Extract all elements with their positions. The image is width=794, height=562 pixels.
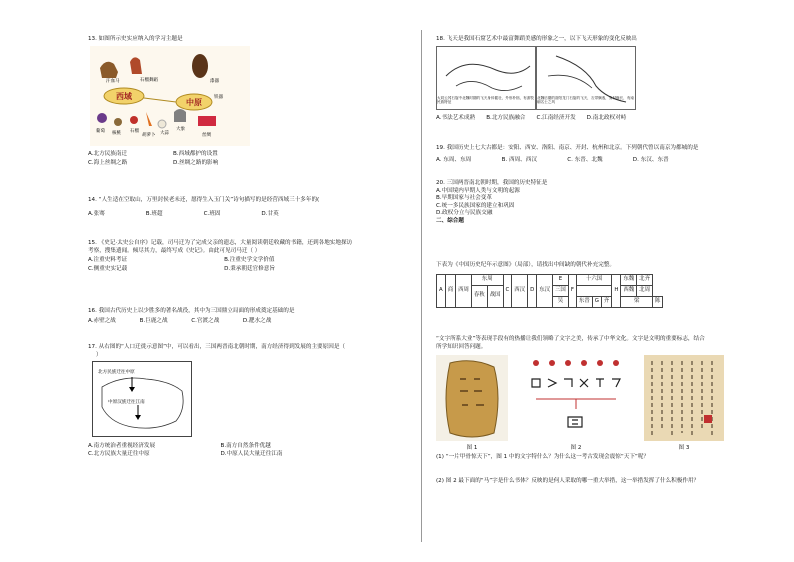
label-tools: 铁器	[214, 94, 223, 100]
label-carrot: 胡萝卜	[142, 132, 156, 138]
cell-shiliuguo: 十六国	[576, 274, 611, 285]
cell-A[interactable]: A	[437, 274, 446, 307]
grape-icon	[97, 113, 107, 123]
map-label-north: 北方民族迁往中原	[98, 370, 135, 376]
q14-option-d[interactable]: D.甘英	[261, 210, 279, 217]
question-13	[88, 36, 250, 167]
q18-stem: 18. 飞天是我国石窟艺术中最富舞蹈美感的形象之一，以下飞天形象的变化反映出	[436, 36, 637, 42]
q22-stem-line2: 所学知识回答问题。	[436, 343, 487, 350]
q19-option-a[interactable]: A. 东周、东周	[436, 156, 472, 163]
q20-option-c[interactable]: C.统一多民族国家的建立和巩固	[436, 202, 515, 209]
question-21	[436, 262, 663, 308]
question-15	[88, 240, 352, 273]
q13-option-a[interactable]: A.北方民族南迁	[88, 151, 128, 158]
question-22	[436, 336, 724, 485]
q20-option-d[interactable]: D.政权分立与民族交融	[436, 210, 493, 217]
q13-stem: 13. 如图所示史实应纳入的学习主题是	[88, 36, 183, 42]
q19-option-d[interactable]: D. 东汉、东晋	[632, 156, 669, 163]
q13-option-c[interactable]: C.海上丝绸之路	[88, 159, 128, 166]
map-label-south: 中原汉族迁往江南	[108, 400, 145, 406]
q15-option-d[interactable]: D.秉承朝廷官修意旨	[224, 265, 275, 272]
q13-option-d[interactable]: D.丝绸之路的影响	[173, 159, 219, 166]
q17-stem-line1: 17. 从右图的“人口迁徙示意图”中，可以看出，三国两晋南北朝时期，南方经济得到发展的主要原因是（	[88, 344, 346, 350]
silk-road-diagram	[90, 46, 250, 146]
q15-option-b[interactable]: B.注重史学文学价值	[224, 257, 275, 264]
cell-beiqi: 北齐	[637, 274, 653, 285]
cell-empty	[576, 285, 611, 296]
q18-option-d[interactable]: D.南北政权对峙	[586, 115, 627, 122]
q21-stem: 下表为《中国历史纪年示意图》（局部），请找出中间缺的朝代补充完整。	[436, 262, 615, 268]
q16-stem: 16. 我国古代历史上以少胜多的著名战役，其中为三国鼎立局面的形成奠定基础的是	[88, 308, 295, 314]
q15-options	[88, 257, 352, 273]
column-divider	[421, 30, 422, 542]
q17-stem-line2: ）	[96, 351, 102, 358]
label-dance: 石榴舞蹈	[140, 77, 158, 83]
seal-stamp-icon	[704, 415, 712, 423]
q20-option-b[interactable]: B.早期国家与社会变革	[436, 195, 492, 202]
q18-option-c[interactable]: C.江南经济开发	[536, 115, 576, 122]
caption-left: 大同云冈石窟中北魏时期的飞天身体健壮，外形朴拙，有游牧民族特征	[437, 95, 535, 104]
q18-option-a[interactable]: A.书法艺术成熟	[436, 115, 476, 122]
cell-G[interactable]: G	[592, 296, 601, 307]
q15-stem-line2: 考察，搜集遗闻。倾尽其力，最终写成《史记》。由此可见司马迁（ ）	[88, 247, 261, 254]
cell-dongwei: 东魏	[621, 274, 637, 285]
cell-E[interactable]: E	[553, 274, 569, 285]
label-pomegranate: 石榴	[130, 128, 139, 134]
cell-beizhou: 北周	[637, 285, 653, 296]
q19-options	[436, 157, 698, 165]
figure-3-caption: 图 3	[678, 444, 690, 451]
q16-option-c[interactable]: C.官渡之战	[191, 317, 220, 324]
silk-icon	[198, 116, 216, 126]
cell-F[interactable]: F	[568, 274, 576, 307]
garlic-icon	[158, 120, 166, 128]
cell-dongjin: 东晋	[576, 296, 592, 307]
cell-xiwei: 西魏	[621, 285, 637, 296]
q16-option-a[interactable]: A.赤壁之战	[88, 317, 116, 324]
section-2-heading: 二、综合题	[436, 217, 464, 224]
cell-zhanguo: 战国	[487, 285, 503, 307]
walnut-icon	[114, 118, 122, 126]
question-18	[436, 36, 637, 123]
q20-option-a[interactable]: A.中国境内早期人类与文明的起源	[436, 187, 520, 194]
central-label: 中原	[186, 97, 202, 107]
flying-apsaras-images	[436, 46, 636, 110]
q20-stem: 20. 三国两晋南北朝时期，我国的历史特征是	[436, 180, 548, 186]
q14-stem: 14. “人生适在空取山，万里封侯老未还，愿得生入玉门关”诗句描写的是经营西域三十多年的(	[88, 197, 320, 203]
cell-shang: 商	[445, 274, 455, 307]
q22-figures	[436, 355, 724, 452]
cell-H[interactable]: H	[612, 274, 621, 307]
cell-san: 三国	[553, 285, 569, 296]
cell-qi: 齐	[601, 296, 611, 307]
q15-stem-line1: 15. 《史记·太史公自序》记载，司马迁为了完成父亲的遗志，大量阅读朝廷收藏的书籍，还到各地实地探访	[88, 240, 353, 246]
cell-D[interactable]: D	[528, 274, 537, 307]
q14-options	[88, 211, 319, 219]
q17-option-b[interactable]: B.南方自然条件优越	[220, 442, 271, 449]
question-16	[88, 308, 294, 325]
q19-option-c[interactable]: C. 东晋、北魏	[567, 156, 603, 163]
west-label: 西域	[116, 91, 132, 101]
label-music: 汗血马	[106, 78, 120, 84]
q16-options	[88, 318, 294, 326]
cell-chunqiu: 春秋	[471, 285, 487, 307]
cell-xizhou: 西周	[456, 274, 472, 307]
calligraphy-image	[644, 355, 724, 441]
cell-liang: 梁	[621, 296, 653, 307]
caption-right: 北魏后期的洛阳龙门石窟的飞天，衣带飘逸，身材修长，有南朝名士之风	[537, 95, 635, 104]
label-lacquer: 漆器	[210, 78, 219, 84]
q18-options	[436, 115, 637, 123]
pomegranate-icon	[130, 116, 138, 124]
q17-options	[88, 443, 345, 459]
cell-wu: 吴	[553, 296, 569, 307]
q16-option-b[interactable]: B.巨鹿之战	[139, 317, 168, 324]
elephant-icon	[174, 109, 186, 122]
migration-map	[92, 361, 192, 437]
q14-option-a[interactable]: A.张骞	[88, 210, 105, 217]
cell-dongzhou: 东周	[471, 274, 503, 285]
q14-option-b[interactable]: B.班超	[145, 210, 163, 217]
question-19	[436, 145, 698, 164]
figure-1	[436, 355, 508, 452]
oracle-bone-icon	[446, 361, 498, 437]
q14-option-c[interactable]: C.班固	[203, 210, 221, 217]
figure-1-caption: 图 1	[466, 444, 478, 451]
label-grape: 葡萄	[96, 128, 105, 134]
q15-option-a[interactable]: A.注重史料考证	[88, 257, 128, 264]
cell-xihan: 西汉	[512, 274, 528, 307]
horse-character-evolution-image	[526, 355, 626, 441]
cell-donghan: 东汉	[537, 274, 553, 307]
q22-sub1: (1) “一片甲骨惊天下”，图 1 中的文字特什么？为什么这一考古发现会震惊“天下”呢？	[436, 454, 650, 461]
q18-option-b[interactable]: B.北方民族融合	[486, 115, 526, 122]
q22-sub2: (2) 图 2 最下面的“马”字是什么书体？反映的是何人采取的哪一重大举措，这一举措发挥了什么积极作用？	[436, 477, 700, 484]
question-20	[436, 180, 547, 225]
q17-option-d[interactable]: D.中原人民大量迁往江南	[220, 451, 283, 458]
q13-options	[88, 151, 250, 167]
label-gourd: 大象	[176, 126, 185, 132]
q16-option-d[interactable]: D.淝水之战	[242, 317, 272, 324]
figure-2-caption: 图 2	[570, 444, 582, 451]
label-garlic: 大蒜	[160, 130, 169, 136]
q22-stem-line1: “文字所系大业”等表现手段有的热播让我们领略了文字之美，传承了中华文化。文字是文明的重要标志，结合	[436, 336, 705, 342]
cell-C[interactable]: C	[503, 274, 512, 307]
q17-option-a[interactable]: A.南方统治者重视经济发展	[88, 442, 156, 449]
cell-chen: 陈	[652, 296, 662, 307]
q15-option-c[interactable]: C.侧重史实记载	[88, 265, 128, 272]
oracle-bone-image	[436, 355, 508, 441]
label-silk: 丝绸	[202, 132, 211, 138]
label-walnut: 核桃	[112, 130, 121, 136]
figure-2	[526, 355, 626, 452]
lacquer-vase-icon	[192, 54, 208, 78]
figure-3	[644, 355, 724, 452]
q19-stem: 19. 我国历史上七大古都是：安阳、西安、洛阳、南京、开封、杭州和北京。下列朝代曾以南京为都城的是	[436, 145, 699, 151]
dynasty-timeline-table	[436, 274, 663, 308]
q17-option-c[interactable]: C.北方民族大量迁往中原	[88, 451, 150, 458]
question-17	[88, 344, 345, 459]
question-14	[88, 197, 319, 218]
q19-option-b[interactable]: B. 西周、西汉	[501, 156, 537, 163]
q13-option-b[interactable]: B.西域都护的设置	[173, 151, 218, 158]
